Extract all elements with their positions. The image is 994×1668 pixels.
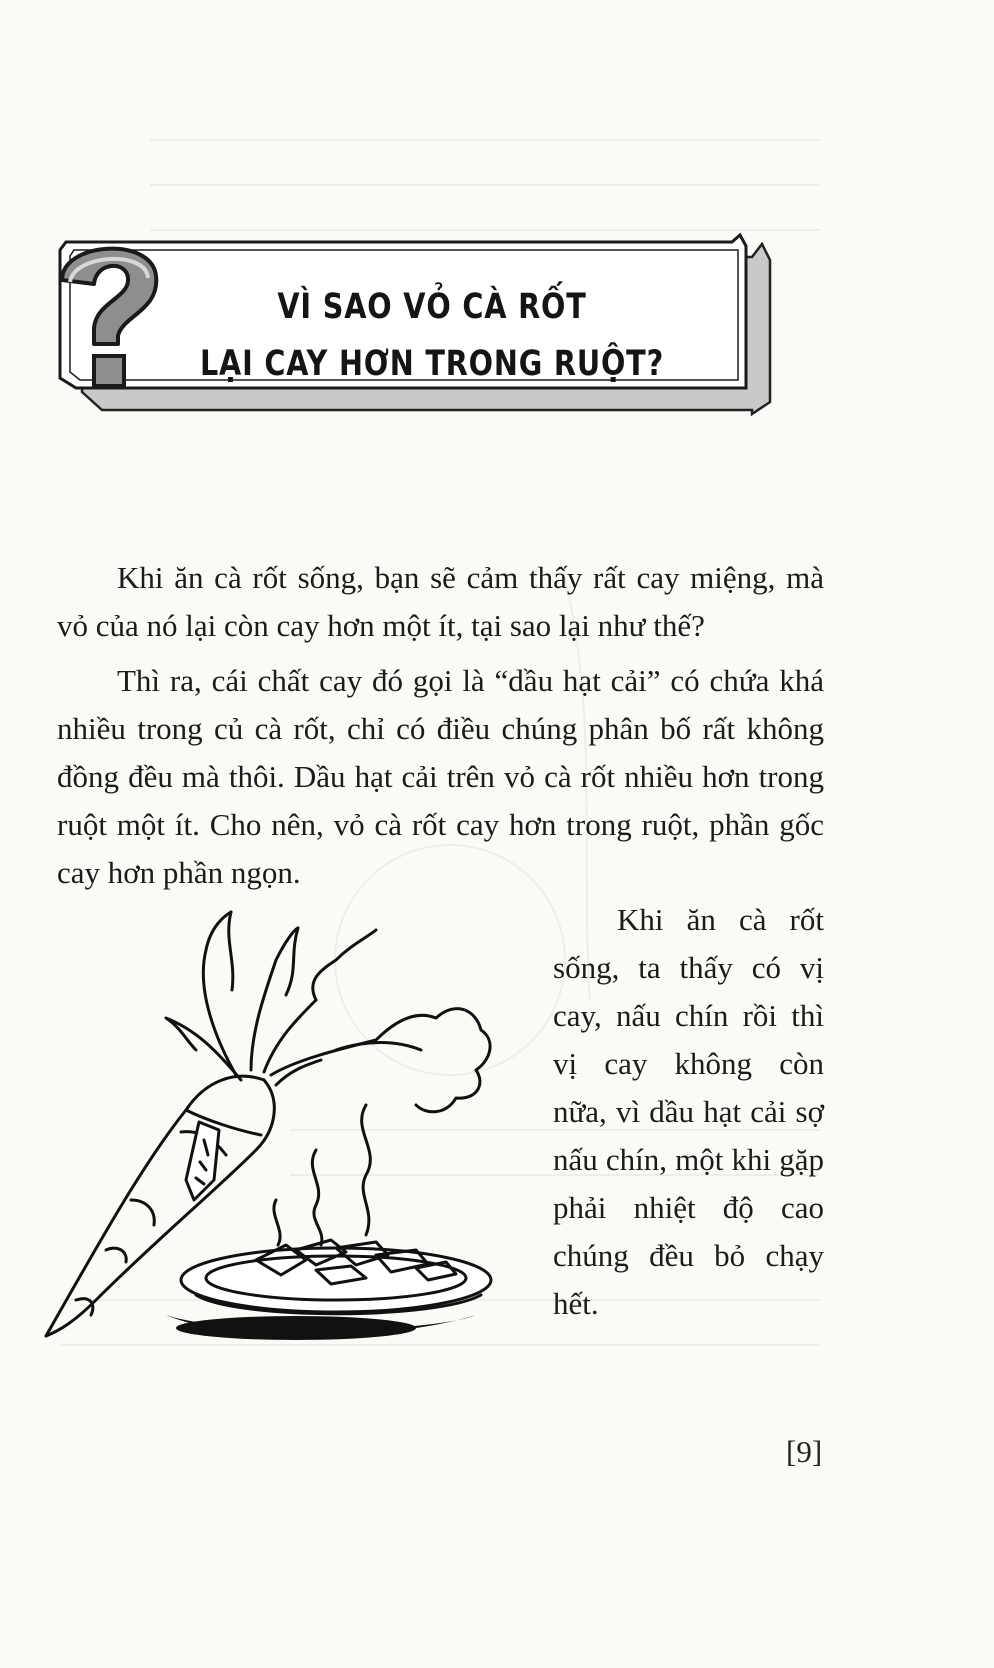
banner-frame	[52, 232, 822, 442]
paragraph-intro: Khi ăn cà rốt sống, bạn sẽ cảm thấy rất cay miệng, mà vỏ của nó lại còn cay hơn một ít, tại sao lại như thế?	[57, 560, 824, 643]
question-mark-icon	[52, 232, 166, 392]
page-title-line-2: LẠI CAY HƠN TRONG RUỘT?	[199, 344, 665, 384]
paragraph-explanation: Thì ra, cái chất cay đó gọi là “dầu hạt cải” có chứa khá nhiều trong củ cà rốt, chỉ có điều chúng phân bố rất không đồng đều mà thôi. Dầu hạt cải trên vỏ cà rốt nhiều hơn trong ruột một ít. Cho nên, vỏ cà rốt cay hơn trong ruột, phần gốc cay hơn phần ngọn.	[57, 663, 824, 890]
page-title-line-1: VÌ SAO VỎ CÀ RỐT	[277, 287, 587, 327]
carrot-and-cooked-dish-illustration	[36, 900, 556, 1350]
paragraph-cooking: Khi ăn cà rốt sống, ta thấy có vị cay, nấu chín rồi thì vị cay không còn nữa, vì dầu hạt cải sợ nấu chín, một khi gặp phải nhiệt độ cao chúng đều bỏ chạy hết.	[553, 902, 824, 1321]
page-number: [9]	[786, 1434, 823, 1469]
title-banner	[52, 232, 822, 442]
